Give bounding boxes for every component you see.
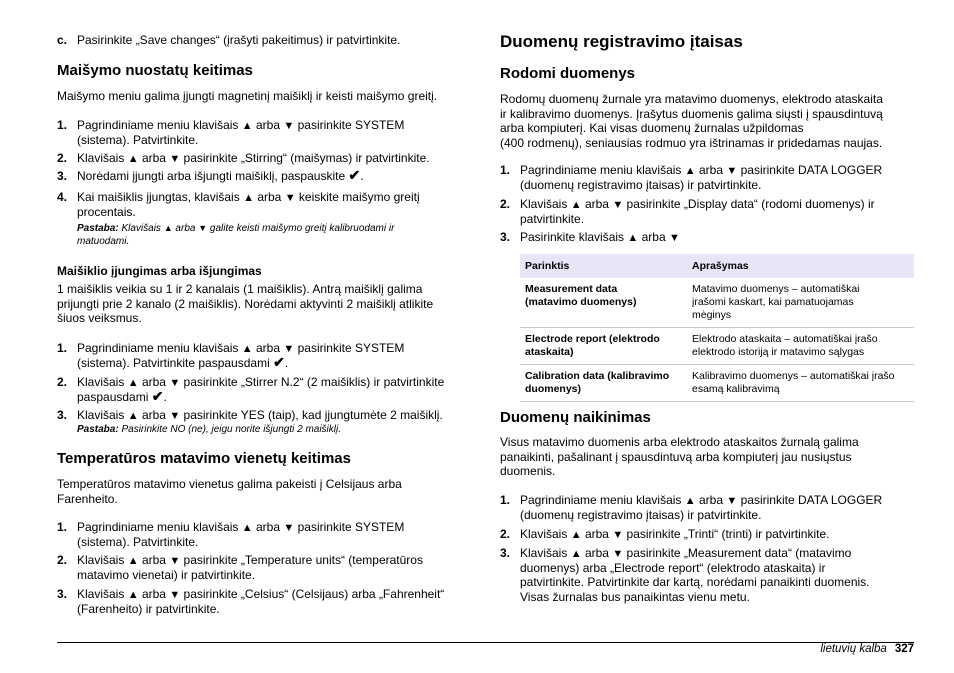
step-number: c. — [57, 33, 68, 47]
step-text: patvirtinkite. Patvirtinkite dar kartą, norėdami panaikinti duomenis. — [520, 575, 870, 589]
section-heading: Duomenų naikinimas — [500, 409, 651, 426]
list-item — [500, 527, 914, 542]
paragraph-line: (400 rodmenų), seniausias rodmuo yra ištrinamas ir pridedamas naujas. — [500, 135, 883, 150]
cell-line: ataskaita) — [525, 346, 574, 358]
note-text: galite keisti maišymo greitį kalibruodami ir — [209, 223, 395, 234]
step-text: Klavišais — [77, 408, 125, 422]
options-table — [520, 254, 914, 402]
down-arrow-icon: ▼ — [726, 165, 738, 177]
step-text: Pasirinkite klavišais — [520, 230, 625, 244]
step-text: matavimo vienetai) ir patvirtinkite. — [77, 567, 256, 582]
note-label: Pastaba: — [77, 424, 119, 435]
down-arrow-icon: ▼ — [169, 410, 181, 422]
down-arrow-icon: ▼ — [669, 232, 680, 244]
footer-divider — [57, 642, 914, 643]
list-item — [500, 546, 914, 604]
step-text: Pasirinkite „Save changes“ (įrašyti pakeitimus) ir patvirtinkite. — [77, 33, 401, 47]
step-text: Klavišais — [520, 197, 568, 211]
step-text: arba — [256, 118, 281, 132]
paragraph: Maišymo meniu galima įjungti magnetinį maišiklį ir keisti maišymo greitį. — [57, 89, 438, 103]
step-text: pasirinkite YES (taip), kad įjungtumėte 2 maišiklį. — [183, 408, 443, 422]
list-item — [57, 375, 467, 404]
up-arrow-icon: ▲ — [127, 410, 139, 422]
table-header: Aprašymas — [687, 254, 914, 278]
list-item — [57, 553, 467, 582]
note-text: Klavišais — [121, 223, 161, 234]
down-arrow-icon: ▼ — [283, 522, 295, 534]
down-arrow-icon: ▼ — [169, 377, 181, 389]
checkmark-icon: ✔ — [273, 353, 285, 370]
step-text: Kai maišiklis įjungtas, klavišais — [77, 190, 240, 204]
down-arrow-icon: ▼ — [726, 495, 738, 507]
step-text: pasirinkite „Trinti“ (trinti) ir patvirtinkite. — [626, 527, 830, 541]
step-text: Klavišais — [77, 151, 125, 165]
table-row — [520, 278, 914, 328]
cell-line: duomenys) — [525, 383, 582, 395]
step-number: 1. — [500, 493, 511, 507]
step-text: Pagrindiniame meniu klavišais — [520, 163, 682, 177]
step-text: arba — [641, 230, 666, 244]
step-text: arba — [256, 341, 281, 355]
step-text: (sistema). Patvirtinkite. — [77, 534, 199, 549]
step-number: 1. — [57, 520, 68, 534]
checkmark-icon: ✔ — [348, 167, 361, 183]
paragraph-line: duomenis. — [500, 464, 556, 478]
table-header-row — [520, 254, 914, 278]
step-text: (sistema). Patvirtinkite. — [77, 132, 199, 147]
down-arrow-icon: ▼ — [284, 192, 296, 204]
step-text: pasirinkite „Temperature units“ (temperatūros — [183, 553, 423, 567]
section-heading: Maišymo nuostatų keitimas — [57, 62, 253, 79]
list-item — [57, 169, 467, 184]
step-text: pasirinkite „Measurement data“ (matavimo — [626, 546, 852, 560]
up-arrow-icon: ▲ — [127, 153, 139, 165]
step-number: 1. — [57, 341, 68, 355]
step-text: pasirinkite SYSTEM — [297, 118, 405, 132]
step-text: . — [360, 169, 364, 183]
down-arrow-icon: ▼ — [169, 555, 181, 567]
step-text: (duomenų registravimo įtaisas) ir patvirtinkite. — [520, 507, 762, 522]
page-footer — [820, 643, 914, 655]
step-text: (Farenheito) ir patvirtinkite. — [77, 601, 220, 616]
step-text: (sistema). Patvirtinkite paspausdami — [77, 355, 270, 370]
list-item — [57, 520, 467, 549]
step-text: arba — [699, 493, 724, 507]
step-text: arba — [257, 190, 282, 204]
up-arrow-icon: ▲ — [127, 589, 139, 601]
step-number: 2. — [500, 527, 511, 541]
step-text: keiskite maišymo greitį — [298, 190, 420, 204]
up-arrow-icon: ▲ — [241, 120, 253, 132]
step-text: Norėdami įjungti arba išjungti maišiklį, paspauskite — [77, 169, 346, 183]
table-header: Parinktis — [520, 254, 687, 278]
table-cell — [520, 278, 687, 328]
cell-line: Kalibravimo duomenys – automatiškai įrašo — [692, 370, 895, 382]
step-text: . — [284, 355, 289, 370]
step-number: 2. — [500, 197, 511, 211]
down-arrow-icon: ▼ — [283, 120, 295, 132]
table-cell — [520, 328, 687, 365]
down-arrow-icon: ▼ — [612, 199, 624, 211]
step-text: Pagrindiniame meniu klavišais — [520, 493, 682, 507]
step-text: arba — [584, 197, 609, 211]
step-text: Klavišais — [77, 587, 125, 601]
down-arrow-icon: ▼ — [612, 529, 624, 541]
step-text: Pagrindiniame meniu klavišais — [77, 341, 239, 355]
step-number: 2. — [57, 151, 68, 165]
paragraph-line: Visus matavimo duomenis arba elektrodo ataskaitos žurnalą galima — [500, 435, 859, 449]
note-text: Pasirinkite NO (ne), jeigu norite išjungti 2 maišiklį. — [121, 424, 341, 435]
step-text: Visas žurnalas bus panaikintas vienu metu. — [520, 589, 750, 604]
paragraph — [500, 92, 914, 150]
paragraph-line: ir kalibravimo duomenys. Įrašytus duomenis galima siųsti į spausdintuvą — [500, 106, 883, 121]
paragraph-line: arba kompiuterį. Kai visas duomenų žurnalas užpildomas — [500, 121, 804, 135]
up-arrow-icon: ▲ — [627, 232, 639, 244]
note-text: matuodami. — [77, 235, 130, 247]
note-text: arba — [175, 223, 196, 234]
table-cell — [520, 365, 687, 402]
list-item — [500, 493, 914, 522]
up-arrow-icon: ▲ — [241, 343, 253, 355]
step-text: pasirinkite „Celsius“ (Celsijaus) arba „Fahrenheit“ — [183, 587, 445, 601]
cell-line: Matavimo duomenys – automatiškai — [692, 283, 860, 295]
step-text: arba — [141, 375, 166, 389]
table-cell — [687, 365, 914, 402]
step-text: arba — [141, 587, 166, 601]
step-text: pasirinkite DATA LOGGER — [740, 163, 883, 177]
step-text: arba — [141, 553, 166, 567]
page-title: Duomenų registravimo įtaisas — [500, 32, 743, 51]
list-item — [500, 163, 914, 192]
up-arrow-icon: ▲ — [243, 192, 254, 204]
paragraph — [500, 435, 914, 479]
paragraph-line: Rodomų duomenų žurnale yra matavimo duomenys, elektrodo ataskaita — [500, 92, 883, 106]
list-item — [57, 151, 467, 166]
up-arrow-icon: ▲ — [163, 223, 173, 233]
step-text: Klavišais — [77, 553, 125, 567]
step-text: Klavišais — [77, 375, 125, 389]
step-text: pasirinkite „Stirring“ (maišymas) ir patvirtinkite. — [183, 151, 430, 165]
up-arrow-icon: ▲ — [570, 529, 582, 541]
up-arrow-icon: ▲ — [684, 165, 696, 177]
up-arrow-icon: ▲ — [127, 555, 139, 567]
down-arrow-icon: ▼ — [169, 589, 181, 601]
up-arrow-icon: ▲ — [570, 548, 582, 560]
step-text: pasirinkite SYSTEM — [297, 520, 405, 534]
cell-line: Electrode report (elektrodo — [525, 333, 660, 345]
list-item — [57, 587, 467, 616]
paragraph — [57, 477, 467, 506]
step-number: 2. — [57, 375, 68, 389]
step-text: pasirinkite „Stirrer N.2“ (2 maišiklis) ir patvirtinkite — [183, 375, 445, 389]
paragraph-line: Farenheito. — [57, 491, 118, 506]
step-number: 1. — [57, 118, 68, 132]
step-number: 2. — [57, 553, 68, 567]
list-item — [500, 230, 914, 245]
cell-line: (matavimo duomenys) — [525, 296, 637, 308]
step-text: (duomenų registravimo įtaisas) ir patvirtinkite. — [520, 177, 762, 192]
up-arrow-icon: ▲ — [570, 199, 582, 211]
paragraph — [57, 282, 467, 326]
step-text: Pagrindiniame meniu klavišais — [77, 520, 239, 534]
checkmark-icon: ✔ — [151, 387, 164, 404]
step-text: paspausdami — [77, 389, 149, 404]
cell-line: įrašomi kaskart, kai pamatuojamas — [692, 296, 854, 308]
up-arrow-icon: ▲ — [684, 495, 696, 507]
list-item — [57, 408, 467, 423]
cell-line: elektrodo istoriją ir matavimo sąlygas — [692, 346, 865, 358]
up-arrow-icon: ▲ — [241, 522, 253, 534]
step-text: pasirinkite „Display data“ (rodomi duomenys) ir — [626, 197, 875, 211]
note — [77, 424, 467, 437]
down-arrow-icon: ▼ — [198, 223, 208, 233]
list-item — [500, 197, 914, 226]
step-number: 3. — [57, 408, 68, 422]
table-cell — [687, 278, 914, 328]
step-text: . — [163, 389, 167, 404]
down-arrow-icon: ▼ — [283, 343, 295, 355]
step-text: duomenys) arba „Electrode report“ (elektrodo ataskaita) ir — [520, 560, 826, 575]
step-text: arba — [141, 151, 166, 165]
table-cell — [687, 328, 914, 365]
section-heading: Rodomi duomenys — [500, 65, 636, 82]
step-text: Klavišais — [520, 527, 568, 541]
down-arrow-icon: ▼ — [169, 153, 181, 165]
step-number: 3. — [57, 587, 68, 601]
step-text: Pagrindiniame meniu klavišais — [77, 118, 239, 132]
paragraph-line: prijungti prie 2 kanalo (2 maišiklis). Norėdami aktyvinti 2 maišiklį atlikite — [57, 296, 434, 311]
note — [77, 223, 467, 248]
cell-line: Calibration data (kalibravimo — [525, 370, 670, 382]
step-text: pasirinkite SYSTEM — [297, 341, 405, 355]
subsection-heading: Maišiklio įjungimas arba išjungimas — [57, 264, 262, 278]
down-arrow-icon: ▼ — [612, 548, 624, 560]
step-number: 3. — [500, 546, 511, 560]
cell-line: mėginys — [692, 309, 732, 321]
paragraph-line: Temperatūros matavimo vienetus galima pakeisti į Celsijaus arba — [57, 477, 402, 491]
cell-line: Elektrodo ataskaita – automatiškai įrašo — [692, 333, 878, 345]
footer-language: lietuvių kalba — [820, 643, 887, 655]
paragraph-line: panaikinti, pašalinant į spausdintuvą arba kompiuterį jau nusiųstus — [500, 449, 852, 464]
step-number: 1. — [500, 163, 511, 177]
step-text: procentais. — [77, 204, 136, 219]
step-text: Klavišais — [520, 546, 568, 560]
step-text: arba — [141, 408, 166, 422]
table-row — [520, 365, 914, 402]
list-item — [57, 190, 467, 219]
step-number: 3. — [57, 169, 68, 183]
step-text: arba — [699, 163, 724, 177]
paragraph-line: 1 maišiklis veikia su 1 ir 2 kanalais (1 maišiklis). Antrą maišiklį galima — [57, 282, 423, 296]
note-label: Pastaba: — [77, 223, 119, 234]
step-text: arba — [584, 546, 609, 560]
cell-line: Measurement data — [525, 283, 618, 295]
table-row — [520, 328, 914, 365]
list-item — [57, 341, 467, 370]
step-text: pasirinkite DATA LOGGER — [740, 493, 883, 507]
step-number: 3. — [500, 230, 511, 244]
list-item — [57, 118, 467, 147]
step-number: 4. — [57, 190, 68, 204]
paragraph-line: šiuos veiksmus. — [57, 311, 142, 325]
cell-line: esamą kalibravimą — [692, 383, 780, 395]
step-text: arba — [256, 520, 281, 534]
section-heading: Temperatūros matavimo vienetų keitimas — [57, 450, 351, 467]
step-text: patvirtinkite. — [520, 211, 585, 226]
page-number: 327 — [894, 643, 914, 655]
step-text: arba — [584, 527, 609, 541]
list-item — [57, 33, 467, 48]
up-arrow-icon: ▲ — [127, 377, 139, 389]
